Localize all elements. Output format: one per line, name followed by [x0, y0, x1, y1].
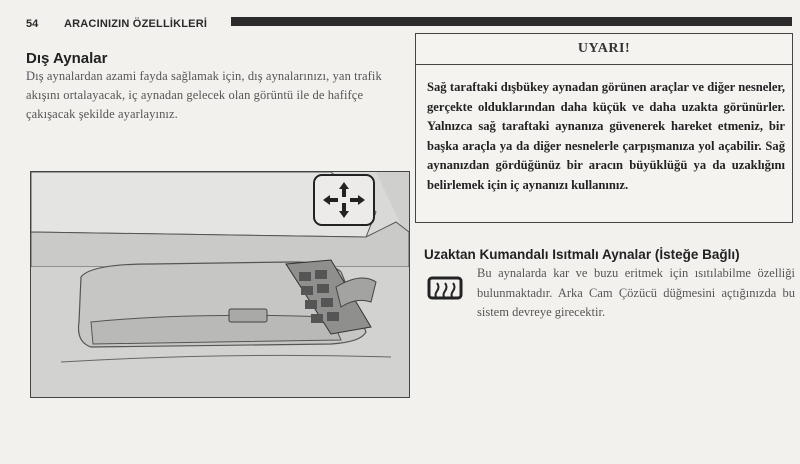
door-panel-illustration — [30, 171, 410, 398]
warning-box — [415, 33, 793, 223]
warning-title: UYARI! — [416, 34, 792, 65]
section-body-mirrors: Dış aynalardan azami fayda sağlamak için, dış aynalarınızı, yan trafik akışını ortalayacak, iç aynadan gelecek olan görüntü ile de hafifçe çakışacak şekilde ayarlayınız. — [26, 69, 382, 121]
section-body-heated-mirrors: Bu aynalarda kar ve buzu eritmek için ısıtılabilme özelliği bulunmaktadır. Arka Cam Çözücü düğmesini açtığınızda bu sistem devreye girecektir. — [477, 266, 795, 319]
page-header — [26, 14, 792, 34]
section-title-mirrors: Dış Aynalar — [26, 50, 108, 67]
warning-body: Sağ taraftaki dışbükey aynadan görünen araçlar ve diğer nesneler, gerçekte olduklarından daha küçük ve daha uzakta görünürler. Yalnızca sağ taraftaki aynanıza güvenerek hareket etmeniz, bir başka araçla ya da diğer nesnelerle çarpışmanıza yol açabilir. Sağ aynanızdan gördüğünüz bir aracın büyüklüğü ya da uzaklığını belirlemek için iç aynanızı kullanınız. — [427, 80, 785, 192]
page-number: 54 — [26, 18, 39, 30]
chapter-title: ARACINIZIN ÖZELLİKLERİ — [64, 18, 208, 30]
section-title-heated-mirrors: Uzaktan Kumandalı Isıtmalı Aynalar (İsteğe Bağlı) — [424, 247, 740, 262]
header-rule — [231, 17, 792, 26]
rear-defrost-icon — [427, 276, 463, 302]
